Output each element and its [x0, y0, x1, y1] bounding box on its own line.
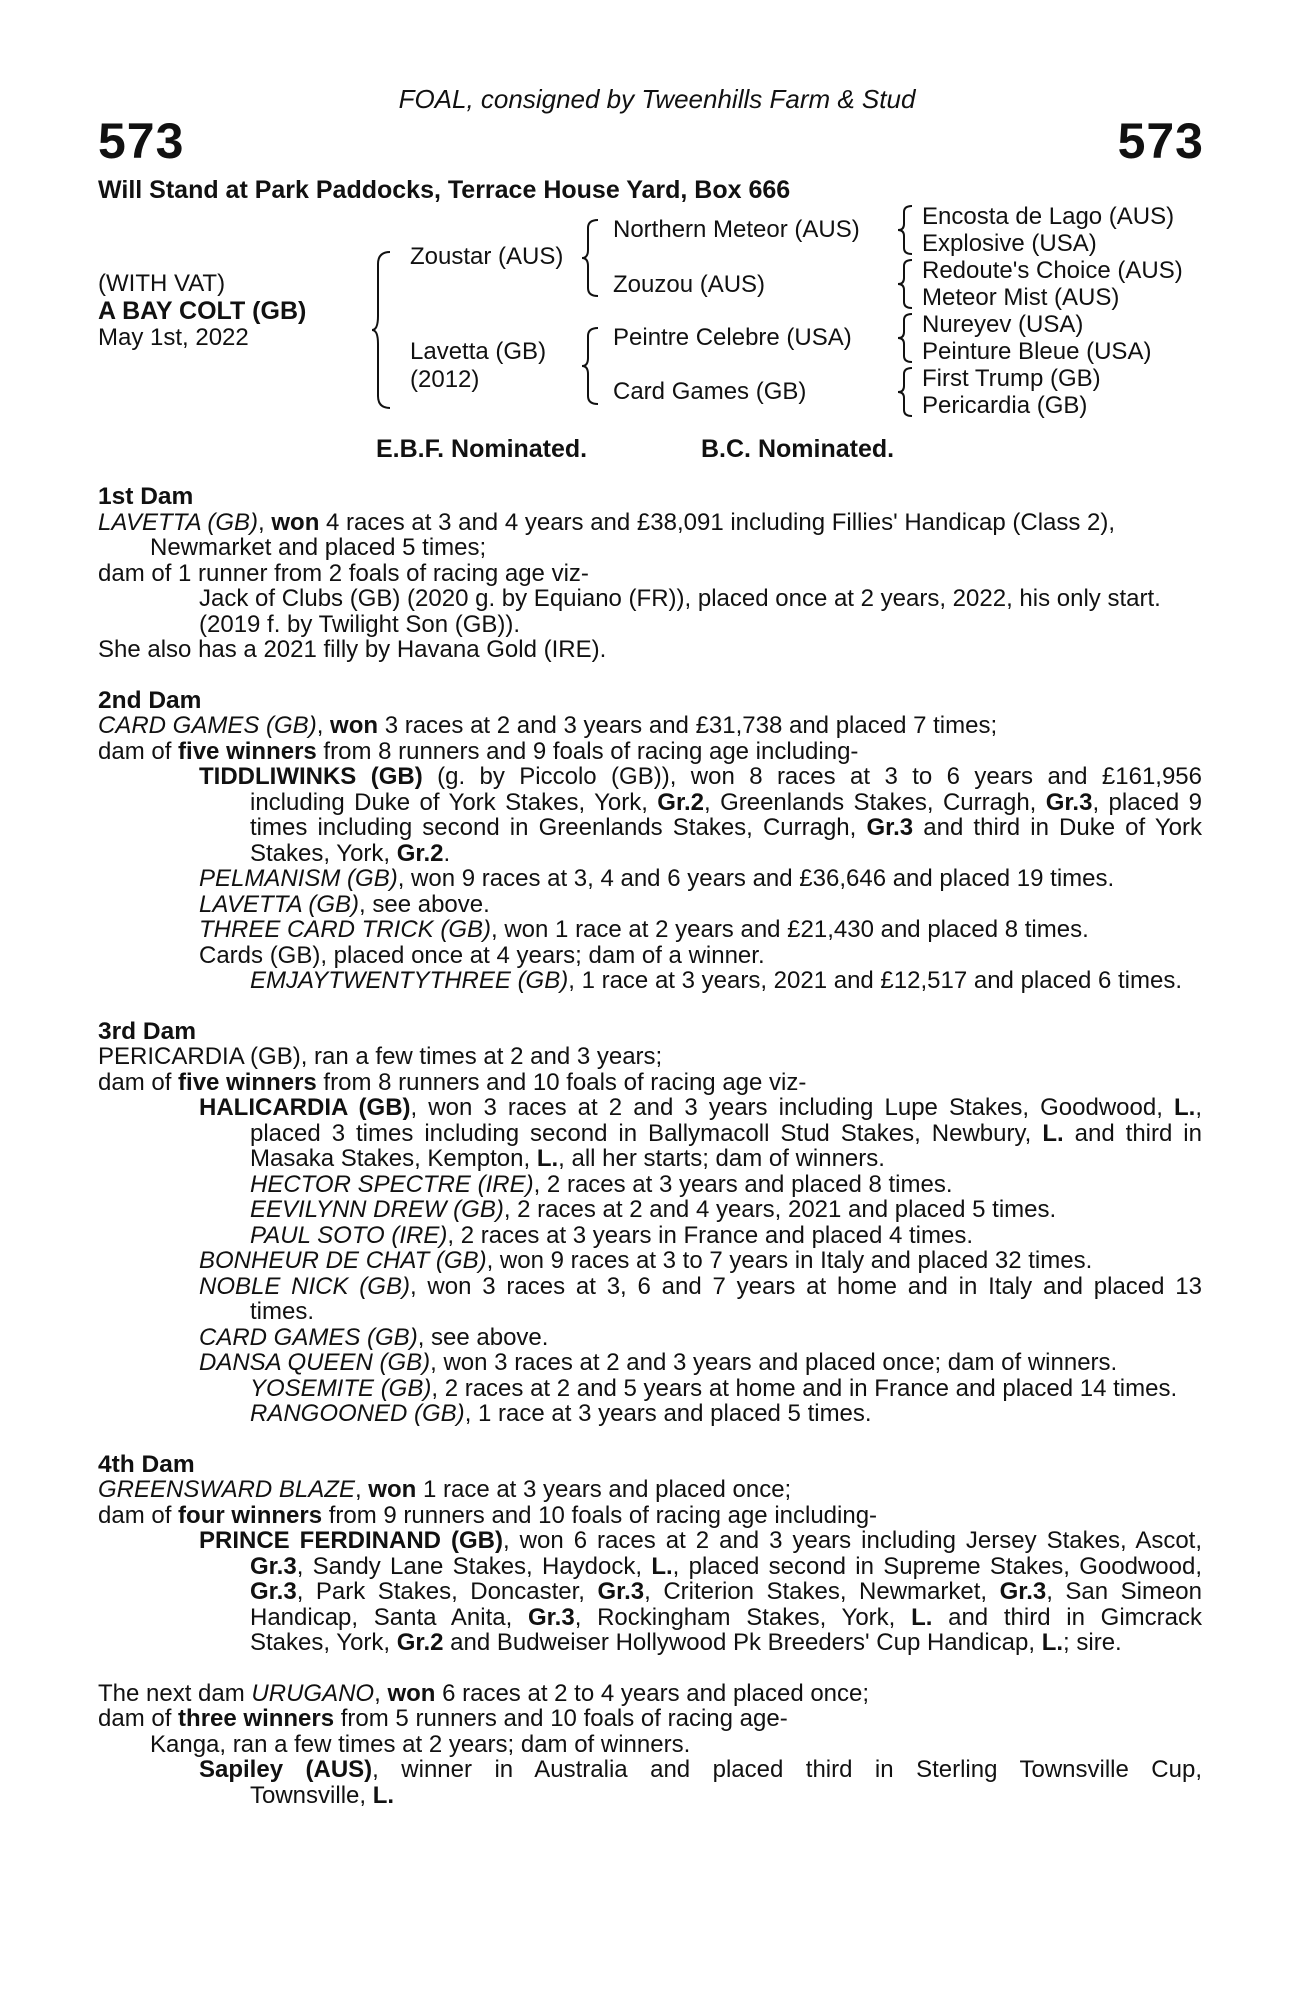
fourth-dam-line: GREENSWARD BLAZE, won 1 race at 3 years and placed once;: [98, 1476, 792, 1503]
ebf-nominated: E.B.F. Nominated.: [376, 435, 588, 463]
dam-year: (2012): [410, 366, 480, 393]
first-dam-line: She also has a 2021 filly by Havana Gold (IRE).: [98, 636, 607, 663]
fourth-dam-line: Gr.3, Park Stakes, Doncaster, Gr.3, Criterion Stakes, Newmarket, Gr.3, San Simeon: [250, 1578, 1202, 1605]
second-dam-line: times including second in Greenlands Stakes, Curragh, Gr.3 and third in Duke of York: [250, 814, 1203, 841]
second-dam-line: EMJAYTWENTYTHREE (GB), 1 race at 3 years, 2021 and £12,517 and placed 6 times.: [250, 967, 1182, 994]
second-dam-line: TIDDLIWINKS (GB) (g. by Piccolo (GB)), won 8 races at 3 to 6 years and £161,956: [199, 763, 1202, 790]
third-dam-line: YOSEMITE (GB), 2 races at 2 and 5 years at home and in France and placed 14 times.: [250, 1374, 1178, 1402]
third-dam-line: dam of five winners from 8 runners and 10 foals of racing age viz-: [98, 1068, 807, 1096]
pedigree-notes: [98, 484, 1202, 1808]
third-dam-line: RANGOONED (GB), 1 race at 3 years and placed 5 times.: [250, 1400, 872, 1427]
dd-sire: First Trump (GB): [922, 365, 1101, 392]
pedigree-brace-dam: [580, 326, 600, 406]
sd-sire: Redoute's Choice (AUS): [922, 257, 1183, 284]
fourth-dam-line: Gr.3, Sandy Lane Stakes, Haydock, L., placed second in Supreme Stakes, Goodwood,: [250, 1552, 1202, 1580]
stand-location: Will Stand at Park Paddocks, Terrace House Yard, Box 666: [98, 176, 791, 204]
next-dam-line: Townsville, L.: [250, 1781, 395, 1809]
second-dam-line: including Duke of York Stakes, York, Gr.2, Greenlands Stakes, Curragh, Gr.3, placed 9: [250, 788, 1202, 816]
third-dam-line: times.: [250, 1298, 315, 1325]
fourth-dam-line: PRINCE FERDINAND (GB), won 6 races at 2 and 3 years including Jersey Stakes, Ascot,: [199, 1527, 1203, 1554]
sire-name: Zoustar (AUS): [410, 243, 564, 270]
third-dam-line: BONHEUR DE CHAT (GB), won 9 races at 3 to 7 years in Italy and placed 32 times.: [199, 1247, 1093, 1274]
second-dam-line: PELMANISM (GB), won 9 races at 3, 4 and 6 years and £36,646 and placed 19 times.: [199, 865, 1115, 892]
second-dam-heading: 2nd Dam: [98, 686, 202, 714]
pedigree-brace-sire: [580, 218, 600, 298]
third-dam-line: CARD GAMES (GB), see above.: [199, 1323, 549, 1351]
sire-dam: Zouzou (AUS): [613, 271, 766, 298]
fourth-dam-heading: 4th Dam: [98, 1450, 195, 1478]
second-dam-line: LAVETTA (GB), see above.: [199, 890, 490, 918]
first-dam-heading: 1st Dam: [98, 483, 194, 510]
second-dam-line: dam of five winners from 8 runners and 9 foals of racing age including-: [98, 737, 859, 765]
sire-sire: Northern Meteor (AUS): [613, 216, 860, 243]
lot-number-right: 573: [1117, 113, 1204, 169]
pedigree-brace-ss: [896, 204, 914, 256]
ss-dam: Explosive (USA): [922, 230, 1097, 257]
dam-sire: Peintre Celebre (USA): [613, 324, 852, 351]
pedigree-brace-ds: [896, 312, 914, 364]
first-dam-line: LAVETTA (GB), won 4 races at 3 and 4 years and £38,091 including Fillies' Handicap (Class 2),: [98, 508, 1116, 536]
next-dam-line: Sapiley (AUS), winner in Australia and placed third in Sterling Townsville Cup,: [199, 1756, 1203, 1783]
lot-title: A BAY COLT (GB): [98, 297, 307, 325]
consignment-line: FOAL, consigned by Tweenhills Farm & Stud: [398, 84, 916, 114]
dd-dam: Pericardia (GB): [922, 392, 1088, 419]
first-dam-line: Newmarket and placed 5 times;: [150, 534, 487, 561]
third-dam-heading: 3rd Dam: [98, 1017, 197, 1045]
pedigree-brace-main: [370, 250, 392, 410]
fourth-dam-line: Handicap, Santa Anita, Gr.3, Rockingham Stakes, York, L. and third in Gimcrack: [250, 1603, 1203, 1631]
second-dam-line: CARD GAMES (GB), won 3 races at 2 and 3 years and £31,738 and placed 7 times;: [98, 712, 998, 739]
fourth-dam-line: dam of four winners from 9 runners and 10 foals of racing age including-: [98, 1501, 878, 1529]
dam-name: Lavetta (GB): [410, 338, 547, 365]
lot-number-left: 573: [98, 113, 185, 169]
ss-sire: Encosta de Lago (AUS): [922, 203, 1175, 230]
third-dam-line: placed 3 times including second in Ballymacoll Stud Stakes, Newbury, L. and third in: [250, 1119, 1202, 1147]
ds-dam: Peinture Bleue (USA): [922, 338, 1152, 365]
third-dam-line: PAUL SOTO (IRE), 2 races at 3 years in France and placed 4 times.: [250, 1221, 973, 1249]
second-dam-line: Stakes, York, Gr.2.: [250, 839, 451, 867]
first-dam-line: (2019 f. by Twilight Son (GB)).: [199, 610, 521, 638]
third-dam-line: EEVILYNN DREW (GB), 2 races at 2 and 4 years, 2021 and placed 5 times.: [250, 1196, 1057, 1223]
pedigree-brace-sd: [896, 258, 914, 310]
third-dam-line: HALICARDIA (GB), won 3 races at 2 and 3 years including Lupe Stakes, Goodwood, L.,: [199, 1094, 1202, 1121]
next-dam-line: Kanga, ran a few times at 2 years; dam of winners.: [150, 1730, 691, 1758]
dam-dam: Card Games (GB): [613, 378, 807, 405]
third-dam-line: PERICARDIA (GB), ran a few times at 2 and 3 years;: [98, 1043, 663, 1070]
next-dam-line: The next dam URUGANO, won 6 races at 2 to 4 years and placed once;: [98, 1679, 870, 1707]
foaling-date: May 1st, 2022: [98, 324, 249, 351]
third-dam-line: Masaka Stakes, Kempton, L., all her starts; dam of winners.: [250, 1145, 885, 1172]
fourth-dam-line: Stakes, York, Gr.2 and Budweiser Hollywood Pk Breeders' Cup Handicap, L.; sire.: [250, 1629, 1122, 1656]
vat-label: (WITH VAT): [98, 270, 226, 297]
second-dam-line: THREE CARD TRICK (GB), won 1 race at 2 years and £21,430 and placed 8 times.: [199, 916, 1089, 943]
sd-dam: Meteor Mist (AUS): [922, 284, 1120, 311]
second-dam-line: Cards (GB), placed once at 4 years; dam of a winner.: [199, 941, 765, 969]
pedigree-brace-dd: [896, 366, 914, 418]
third-dam-line: NOBLE NICK (GB), won 3 races at 3, 6 and 7 years at home and in Italy and placed 13: [199, 1272, 1202, 1300]
ds-sire: Nureyev (USA): [922, 311, 1084, 338]
first-dam-line: dam of 1 runner from 2 foals of racing age viz-: [98, 559, 589, 587]
first-dam-line: Jack of Clubs (GB) (2020 g. by Equiano (FR)), placed once at 2 years, 2022, his only start.: [199, 585, 1161, 612]
third-dam-line: HECTOR SPECTRE (IRE), 2 races at 3 years and placed 8 times.: [250, 1170, 953, 1198]
bc-nominated: B.C. Nominated.: [701, 435, 895, 463]
third-dam-line: DANSA QUEEN (GB), won 3 races at 2 and 3 years and placed once; dam of winners.: [199, 1349, 1118, 1376]
next-dam-line: dam of three winners from 5 runners and 10 foals of racing age-: [98, 1705, 788, 1732]
